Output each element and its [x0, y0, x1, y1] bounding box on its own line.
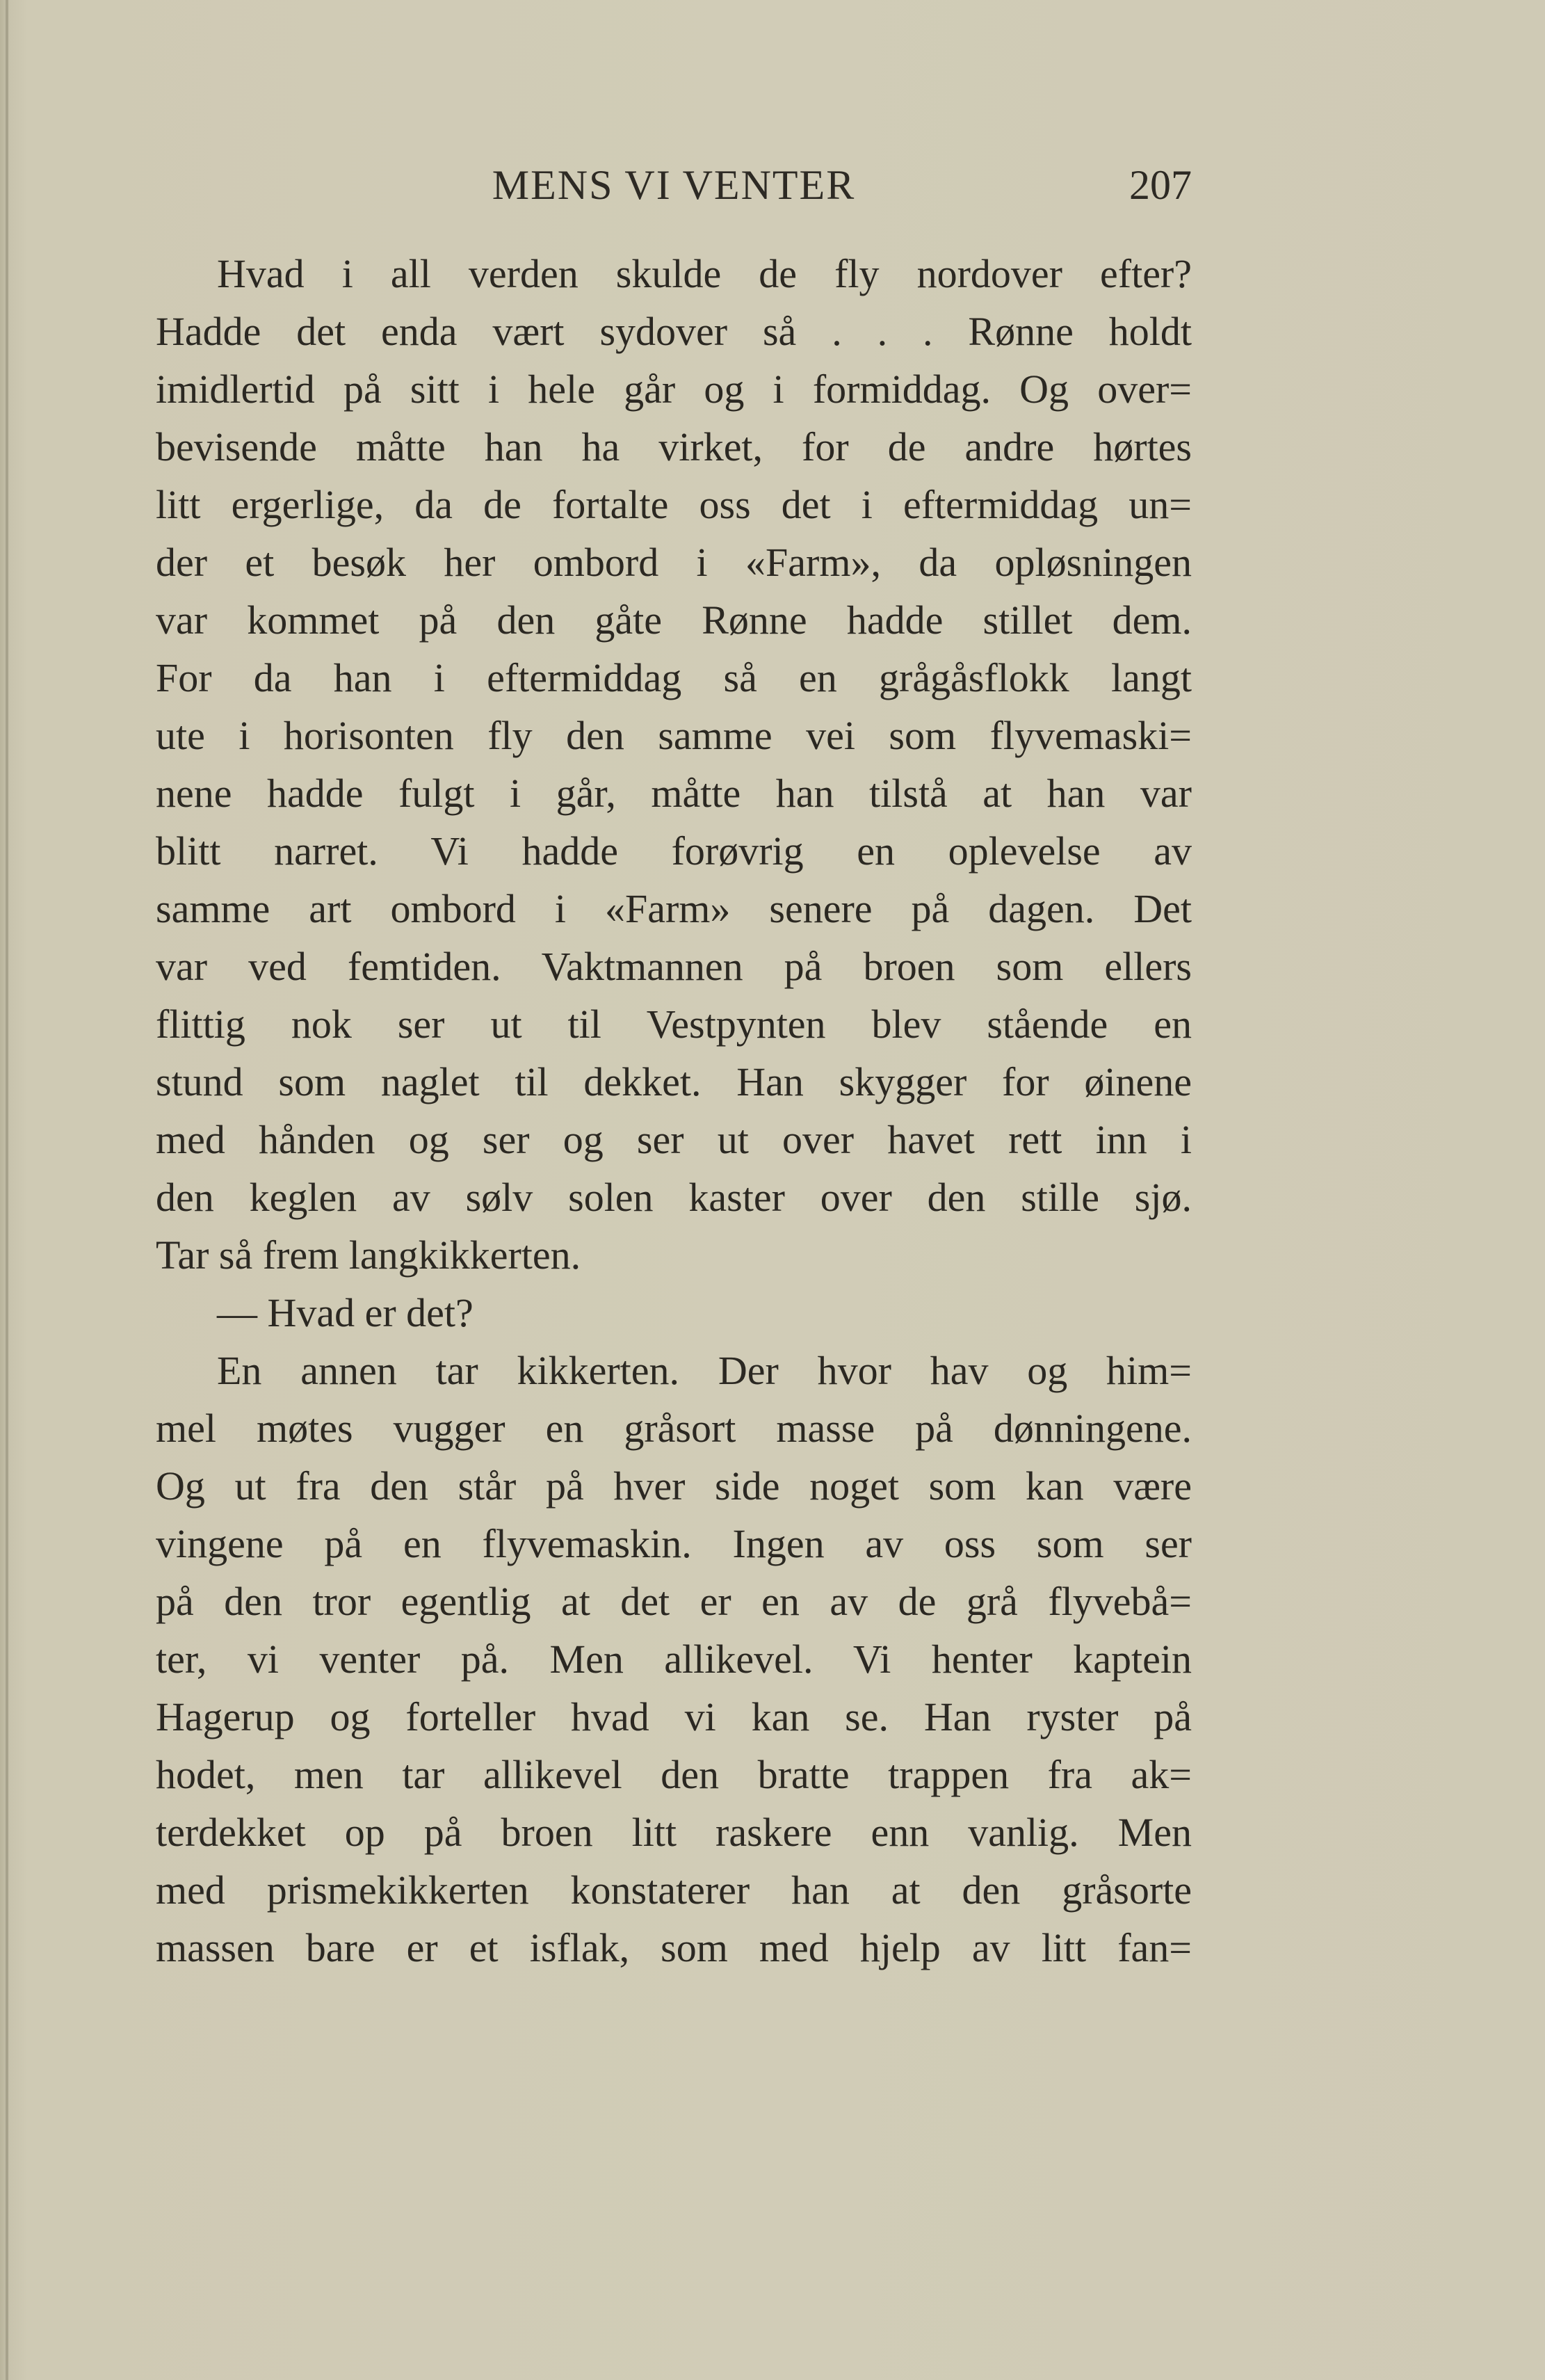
text-line: Hadde det enda vært sydover så . . . Rønne holdt: [156, 309, 1192, 354]
text-line: For da han i eftermiddag så en grågåsflokk langt: [156, 655, 1192, 700]
text-line: Hvad i all verden skulde de fly nordover efter?: [217, 251, 1192, 296]
text-line: mel møtes vugger en gråsort masse på dønningene.: [156, 1406, 1192, 1451]
text-line: på den tror egentlig at det er en av de grå flyvebå=: [156, 1579, 1192, 1624]
text-line: Tar så frem langkikkerten.: [156, 1232, 581, 1278]
text-line: samme art ombord i «Farm» senere på dagen. Det: [156, 886, 1192, 931]
text-line: ute i horisonten fly den samme vei som flyvemaski=: [156, 713, 1192, 758]
page-number: 207: [1129, 162, 1192, 208]
text-line: hodet, men tar allikevel den bratte trappen fra ak=: [156, 1752, 1192, 1797]
text-line: flittig nok ser ut til Vestpynten blev stående en: [156, 1002, 1192, 1047]
text-line: Og ut fra den står på hver side noget som kan være: [156, 1463, 1192, 1509]
text-line: var ved femtiden. Vaktmannen på broen som ellers: [156, 944, 1192, 989]
text-line: litt ergerlige, da de fortalte oss det i eftermiddag un=: [156, 482, 1192, 527]
text-line: Hagerup og forteller hvad vi kan se. Han ryster på: [156, 1694, 1192, 1739]
text-line: med prismekikkerten konstaterer han at den gråsorte: [156, 1867, 1192, 1913]
text-line: — Hvad er det?: [217, 1290, 474, 1335]
text-line: ter, vi venter på. Men allikevel. Vi henter kaptein: [156, 1637, 1192, 1682]
text-line: blitt narret. Vi hadde forøvrig en oplevelse av: [156, 828, 1192, 874]
text-line: terdekket op på broen litt raskere enn vanlig. Men: [156, 1810, 1192, 1855]
text-line: stund som naglet til dekket. Han skygger for øinene: [156, 1059, 1192, 1104]
page-header: [156, 161, 1192, 217]
text-line: den keglen av sølv solen kaster over den stille sjø.: [156, 1175, 1192, 1220]
text-line: nene hadde fulgt i går, måtte han tilstå at han var: [156, 771, 1192, 816]
text-line: massen bare er et isflak, som med hjelp av litt fan=: [156, 1925, 1192, 1970]
running-head: MENS VI VENTER: [492, 162, 856, 208]
text-line: vingene på en flyvemaskin. Ingen av oss som ser: [156, 1521, 1192, 1566]
text-line: bevisende måtte han ha virket, for de andre hørtes: [156, 424, 1192, 469]
text-line: En annen tar kikkerten. Der hvor hav og him=: [217, 1348, 1192, 1393]
text-line: var kommet på den gåte Rønne hadde stillet dem.: [156, 597, 1192, 643]
text-line: imidlertid på sitt i hele går og i formiddag. Og over=: [156, 367, 1192, 412]
body-text: [156, 245, 1192, 1977]
text-line: der et besøk her ombord i «Farm», da opløsningen: [156, 540, 1192, 585]
text-line: med hånden og ser og ser ut over havet rett inn i: [156, 1117, 1192, 1162]
